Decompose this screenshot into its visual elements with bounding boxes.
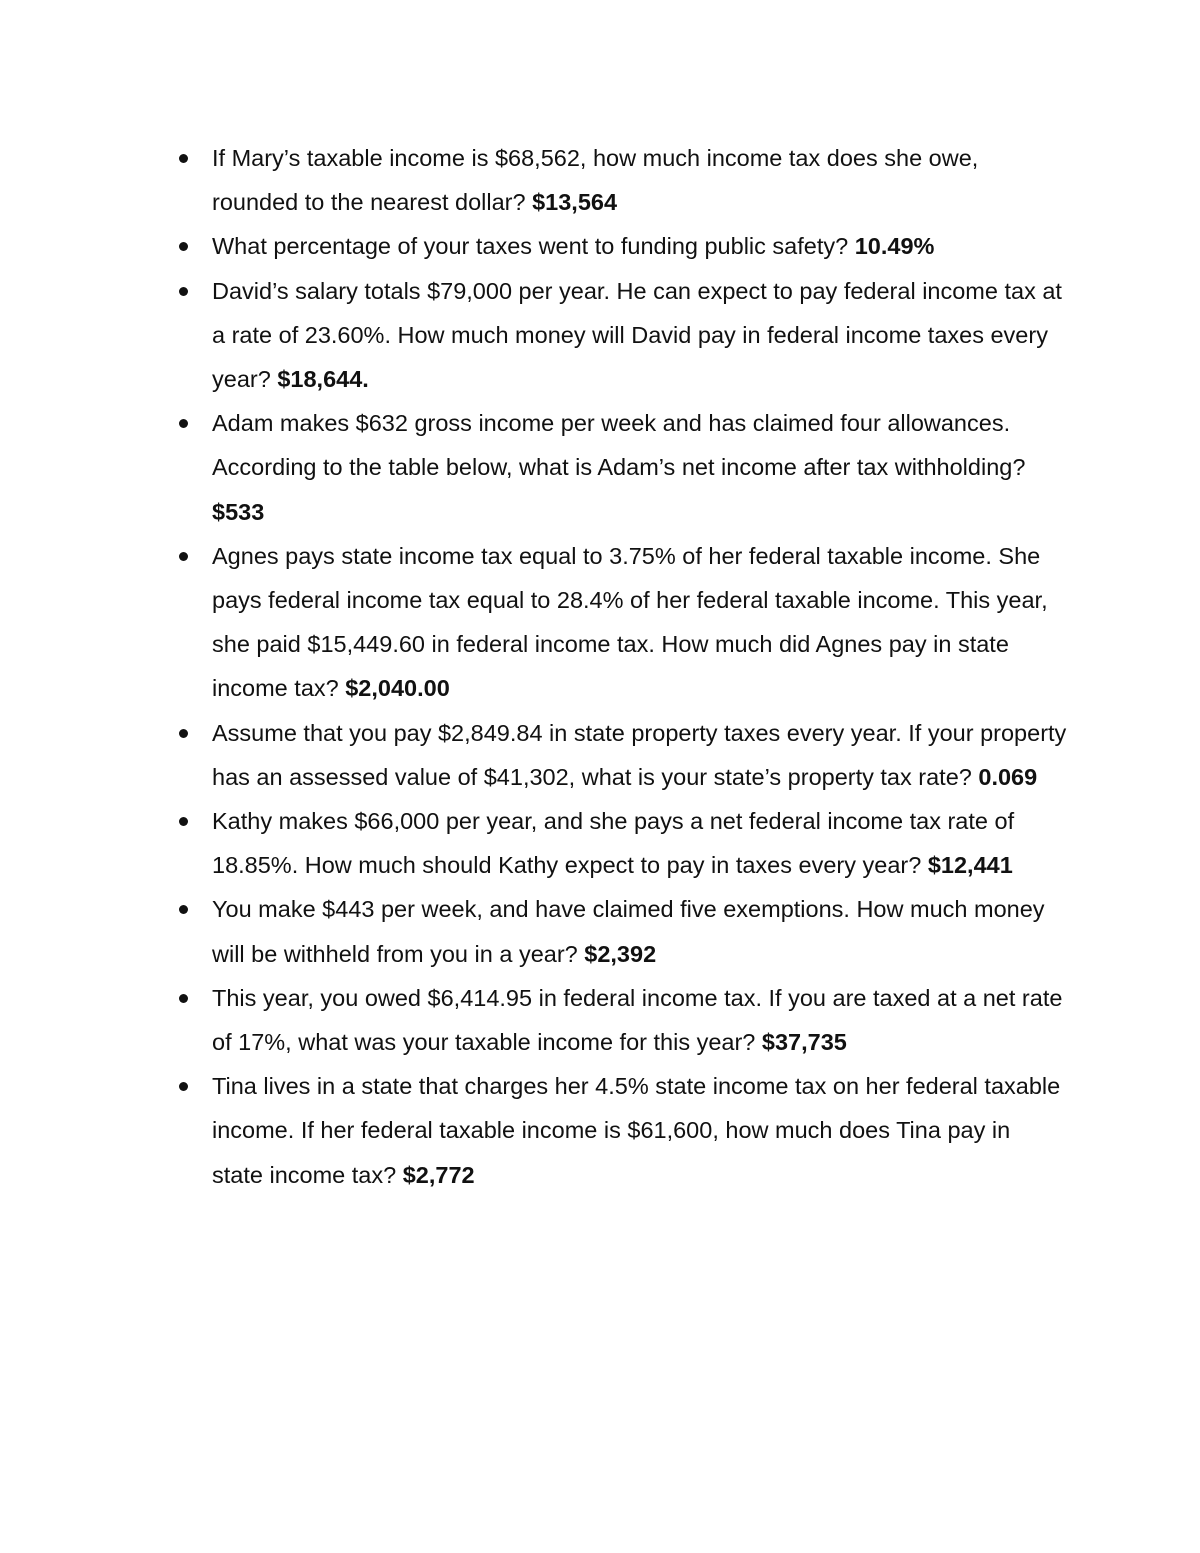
answer-text: $2,040.00 xyxy=(345,675,450,702)
list-item xyxy=(0,269,1067,402)
list-item xyxy=(0,799,1067,887)
question-text: This year, you owed $6,414.95 in federal income tax. If you are taxed at a net rate of 17%, what was your taxable income for this year? xyxy=(212,984,1063,1056)
question-text: What percentage of your taxes went to funding public safety? xyxy=(212,233,849,260)
list-item xyxy=(0,224,1067,268)
question-text: You make $443 per week, and have claimed five exemptions. How much money will be withheld from you in a year? xyxy=(212,896,1045,967)
bullet-icon xyxy=(179,994,188,1003)
answer-text: 0.069 xyxy=(978,763,1038,790)
question-text: Tina lives in a state that charges her 4.5% state income tax on her federal taxable income. If her federal taxable income is $61,600, how much does Tina pay in state income tax? xyxy=(212,1073,1061,1188)
list-item xyxy=(0,401,1067,534)
answer-text: 10.49% xyxy=(854,233,935,260)
question-list xyxy=(0,136,1200,1197)
list-item xyxy=(0,711,1067,799)
list-item xyxy=(0,136,1067,224)
question-text: Assume that you pay $2,849.84 in state property taxes every year. If your property has an assessed value of $41,302, what is your state’s property tax rate? xyxy=(212,719,1067,790)
answer-text: $13,564 xyxy=(532,189,618,216)
list-item xyxy=(0,887,1067,975)
bullet-icon xyxy=(179,1082,188,1091)
bullet-icon xyxy=(179,552,188,561)
bullet-icon xyxy=(179,242,188,251)
answer-text: $2,392 xyxy=(584,940,657,967)
bullet-icon xyxy=(179,729,188,738)
answer-text: $18,644. xyxy=(277,366,369,393)
answer-text: $533 xyxy=(212,498,265,525)
bullet-icon xyxy=(179,817,188,826)
answer-text: $2,772 xyxy=(402,1161,475,1188)
bullet-icon xyxy=(179,905,188,914)
bullet-icon xyxy=(179,287,188,296)
question-text: David’s salary totals $79,000 per year. He can expect to pay federal income tax at a rate of 23.60%. How much money will David pay in federal income taxes every year? xyxy=(212,277,1062,393)
answer-text: $12,441 xyxy=(927,852,1013,879)
list-item xyxy=(0,1064,1067,1197)
answer-text: $37,735 xyxy=(761,1029,847,1056)
bullet-icon xyxy=(179,154,188,163)
question-text: Adam makes $632 gross income per week and has claimed four allowances. According to the table below, what is Adam’s net income after tax withholding? xyxy=(212,410,1026,481)
bullet-icon xyxy=(179,419,188,428)
list-item xyxy=(0,976,1067,1064)
list-item xyxy=(0,534,1067,711)
question-text: Agnes pays state income tax equal to 3.75% of her federal taxable income. She pays federal income tax equal to 28.4% of her federal taxable income. This year, she paid $15,449.60 in federal income tax. How much did Agnes pay in state income tax? xyxy=(212,542,1048,702)
question-text: If Mary’s taxable income is $68,562, how much income tax does she owe, rounded to the nearest dollar? xyxy=(212,145,979,216)
question-text: Kathy makes $66,000 per year, and she pays a net federal income tax rate of 18.85%. How much should Kathy expect to pay in taxes every year? xyxy=(212,808,1015,879)
